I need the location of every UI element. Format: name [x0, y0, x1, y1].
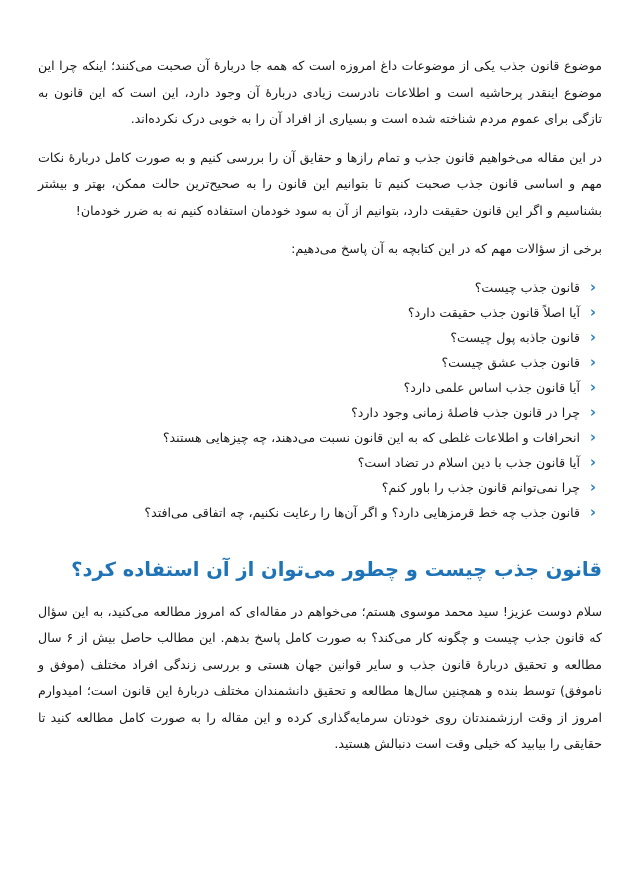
list-item — [38, 300, 597, 325]
list-item — [38, 400, 597, 425]
list-item — [38, 500, 597, 525]
list-item — [38, 325, 597, 350]
question-text: قانون جذب چه خط قرمزهایی دارد؟ و اگر آن‌ها را رعایت نکنیم، چه اتفاقی می‌افتد؟ — [144, 504, 580, 520]
list-item — [38, 475, 597, 500]
section-paragraph: سلام دوست عزیز! سید محمد موسوی هستم؛ می‌خواهم در مقاله‌ای که امروز مطالعه می‌کنید، به این سؤال که قانون جذب چیست و چگونه کار می‌کند؟ به صورت کامل پاسخ بدهم. این مطالب حاصل بیش از ۶ سال مطالعه و تحقیق دربارهٔ قانون جذب و سایر قوانین جهان هستی و بررسی زندگی افراد مختلف (موفق و ناموفق) توسط بنده و همچنین سال‌ها مطالعه و تحقیق دانشمندان مختلف دربارهٔ این قانون است؛ امیدوارم امروز از وقت ارزشمندتان روی خودتان سرمایه‌گذاری کرده و این مقاله را به صورت کامل مطالعه کنید تا حقایقی را بیابید که خیلی وقت است دنبالش هستید. — [38, 603, 603, 751]
questions-intro: برخی از سؤالات مهم که در این کتابچه به آن پاسخ می‌دهیم: — [291, 241, 602, 256]
question-text: قانون جذب چیست؟ — [474, 279, 580, 295]
question-text: آیا قانون جذب اساس علمی دارد؟ — [403, 379, 580, 395]
question-text: چرا نمی‌توانم قانون جذب را باور کنم؟ — [381, 479, 580, 495]
chevron-left-icon: ‹ — [589, 402, 597, 421]
question-text: انحرافات و اطلاعات غلطی که به این قانون نسبت می‌دهند، چه چیزهایی هستند؟ — [162, 429, 580, 445]
section-heading: قانون جذب چیست و چطور می‌توان از آن استفاده کرد؟ — [71, 557, 602, 581]
list-item — [38, 450, 597, 475]
list-item — [38, 275, 597, 300]
chevron-left-icon: ‹ — [589, 427, 597, 446]
question-text: چرا در قانون جذب فاصلهٔ زمانی وجود دارد؟ — [351, 404, 580, 420]
question-text: قانون جاذبه پول چیست؟ — [450, 329, 580, 345]
list-item — [38, 350, 597, 375]
intro-paragraph-2: در این مقاله می‌خواهیم قانون جذب و تمام رازها و حقایق آن را بررسی کنیم و به صورت کامل دربارهٔ نکات مهم و اساسی قانون جذب صحبت کنیم تا بتوانیم این قانون را به صحیح‌ترین حالت ممکن، بهتر و بیشتر بشناسیم و اگر این قانون حقیقت دارد، بتوانیم از آن به سود خودمان استفاده کنیم نه به ضرر خودمان! — [38, 149, 602, 218]
question-text: قانون جذب عشق چیست؟ — [441, 354, 580, 370]
chevron-left-icon: ‹ — [589, 352, 597, 371]
chevron-left-icon: ‹ — [589, 502, 597, 521]
chevron-left-icon: ‹ — [589, 477, 597, 496]
chevron-left-icon: ‹ — [589, 327, 597, 346]
question-text: آیا اصلاً قانون جذب حقیقت دارد؟ — [407, 304, 580, 320]
chevron-left-icon: ‹ — [589, 452, 597, 471]
list-item — [38, 425, 597, 450]
questions-list — [38, 275, 602, 525]
chevron-left-icon: ‹ — [589, 277, 597, 296]
intro-paragraph-1: موضوع قانون جذب یکی از موضوعات داغ امروزه است که همه جا دربارهٔ آن صحبت می‌کنند؛ اینکه چرا این موضوع اینقدر پرحاشیه است و اطلاعات نادرست زیادی دربارهٔ آن وجود دارد، این است که این قانون به تازگی برای عموم مردم شناخته شده است و بسیاری از افراد آن را به خوبی درک نکرده‌اند. — [38, 58, 602, 126]
chevron-left-icon: ‹ — [589, 302, 597, 321]
question-text: آیا قانون جذب با دین اسلام در تضاد است؟ — [357, 454, 580, 470]
chevron-left-icon: ‹ — [589, 377, 597, 396]
list-item — [38, 375, 597, 400]
